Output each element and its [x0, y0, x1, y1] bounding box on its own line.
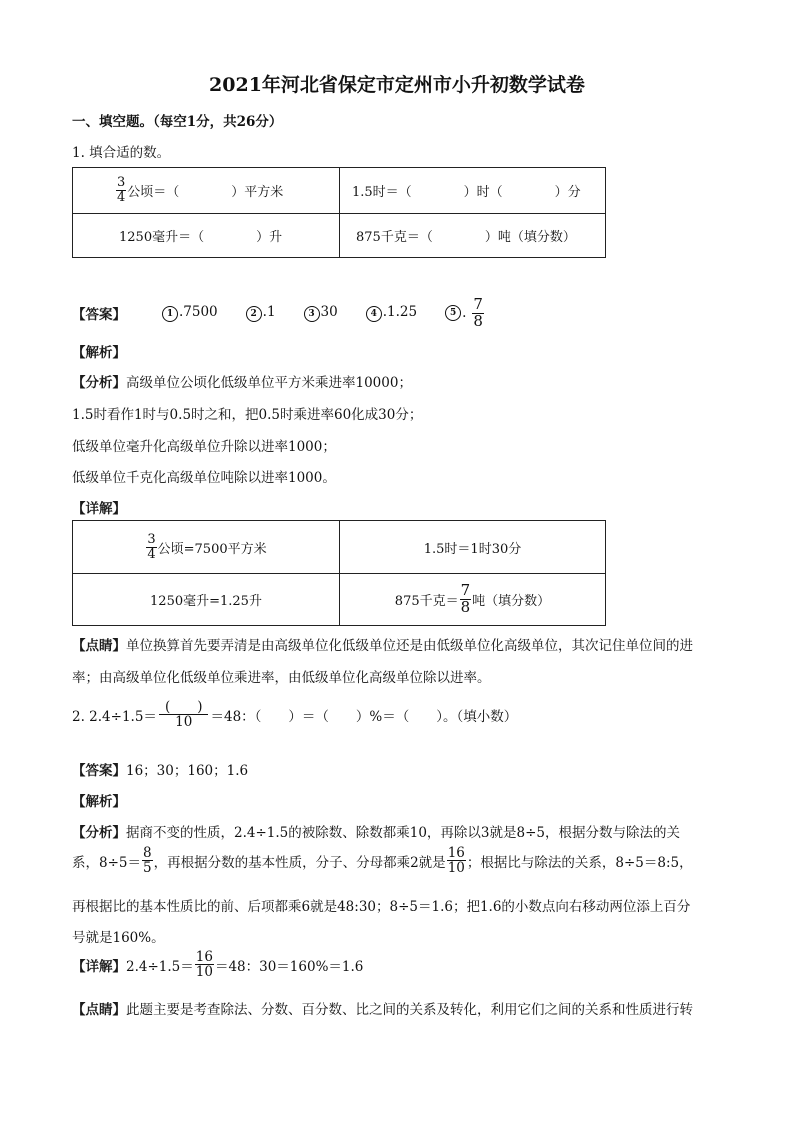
fraction: $\frac{( )}{10}$: [159, 700, 209, 729]
q1-fenxi-3: 低级单位毫升化高级单位升除以进率1000；: [72, 439, 336, 455]
fraction: $\frac{7}{8}$: [460, 581, 471, 616]
detail-cell-hectare: $\frac{3}{4}$ 公顷=7500平方米: [147, 531, 267, 562]
q1-cell-ml: 1250毫升＝（ ）升: [119, 230, 283, 245]
q2-fenxi-4: 号就是160%。: [72, 930, 165, 946]
fraction: $\frac{7}{8}$: [473, 295, 483, 330]
question-1-prompt: 1. 填合适的数。: [72, 145, 171, 161]
detail-cell-ml: 1250毫升=1.25升: [150, 594, 262, 609]
q1-xiangjie: 【详解】: [72, 501, 126, 517]
answer-item: 4 .1.25: [366, 304, 417, 322]
q1-jiexi: 【解析】: [72, 345, 126, 361]
q1-dianjing-2: 率；由高级单位化低级单位乘进率，由低级单位化高级单位除以进率。: [72, 670, 491, 686]
q2-xiangjie: 【详解】 2.4÷1.5＝ $\frac{16}{10}$ ＝48：30＝160%＝1.6: [72, 949, 364, 981]
q1-detail-table: [72, 520, 606, 626]
question-1-table: [72, 167, 606, 258]
q2-fenxi-3: 再根据比的基本性质比的前、后项都乘6就是48:30；8÷5＝1.6；把1.6的小数点向右移动两位添上百分: [72, 899, 691, 915]
answer-item: 1 .7500: [162, 304, 218, 322]
section-heading: 一、填空题。（每空1分，共26分）: [72, 114, 283, 130]
q2-dianjing: 【点睛】此题主要是考查除法、分数、百分数、比之间的关系及转化，利用它们之间的关系和性质进行转: [72, 1002, 693, 1018]
q1-dianjing-1: 【点睛】单位换算首先要弄清是由高级单位化低级单位还是由低级单位化高级单位，其次记住单位间的进: [72, 638, 693, 654]
q1-fenxi-1: 【分析】高级单位公顷化低级单位平方米乘进率10000；: [72, 375, 412, 391]
answer-item: 2 .1: [246, 304, 276, 322]
fraction: $\frac{16}{10}$: [447, 845, 465, 877]
fraction: $\frac{16}{10}$: [195, 949, 213, 981]
fraction: $\frac{3}{4}$: [147, 531, 156, 562]
q2-fenxi-1: 【分析】据商不变的性质，2.4÷1.5的被除数、除数都乘10，再除以3就是8÷5，根据分数与除法的关: [72, 825, 681, 841]
answer-item: 3 30: [304, 304, 338, 322]
page-title: 2021年河北省保定市定州市小升初数学试卷: [209, 74, 585, 96]
q1-cell-hours: 1.5时＝（ ）时（ ）分: [352, 185, 581, 200]
q1-cell-hectare: $\frac{3}{4}$ 公顷＝（ ）平方米: [117, 175, 284, 205]
detail-cell-kg: 875千克＝ $\frac{7}{8}$ 吨（填分数）: [394, 581, 551, 616]
question-2-prompt: 2. 2.4÷1.5＝ $\frac{( )}{10}$ ＝48：（ ）＝（ ）%＝（ ）。（填小数）: [72, 699, 518, 731]
fraction: $\frac{8}{5}$: [143, 845, 152, 877]
q2-answer: 【答案】16；30；160；1.6: [72, 763, 249, 779]
detail-cell-hours: 1.5时＝1时30分: [423, 541, 522, 557]
q1-fenxi-2: 1.5时看作1时与0.5时之和，把0.5时乘进率60化成30分；: [72, 407, 423, 423]
q2-fenxi-2: 系，8÷5＝ $\frac{8}{5}$ ，再根据分数的基本性质，分子、分母都乘2就是 $\frac{16}{10}$ ；根据比与除法的关系，8÷5＝8:5，: [72, 845, 693, 877]
q1-cell-kg: 875千克＝（ ）吨（填分数）: [356, 230, 576, 245]
answer-item: 5 . $\frac{7}{8}$: [445, 297, 485, 330]
q2-jiexi: 【解析】: [72, 794, 126, 810]
q1-answer-row: 【答案】 1 .7500 2 .1 3 30 4 .1.25 5 . $\frac{7}{8}$: [72, 295, 483, 330]
q1-fenxi-4: 低级单位千克化高级单位吨除以进率1000。: [72, 470, 336, 486]
fraction: $\frac{3}{4}$: [117, 175, 126, 205]
